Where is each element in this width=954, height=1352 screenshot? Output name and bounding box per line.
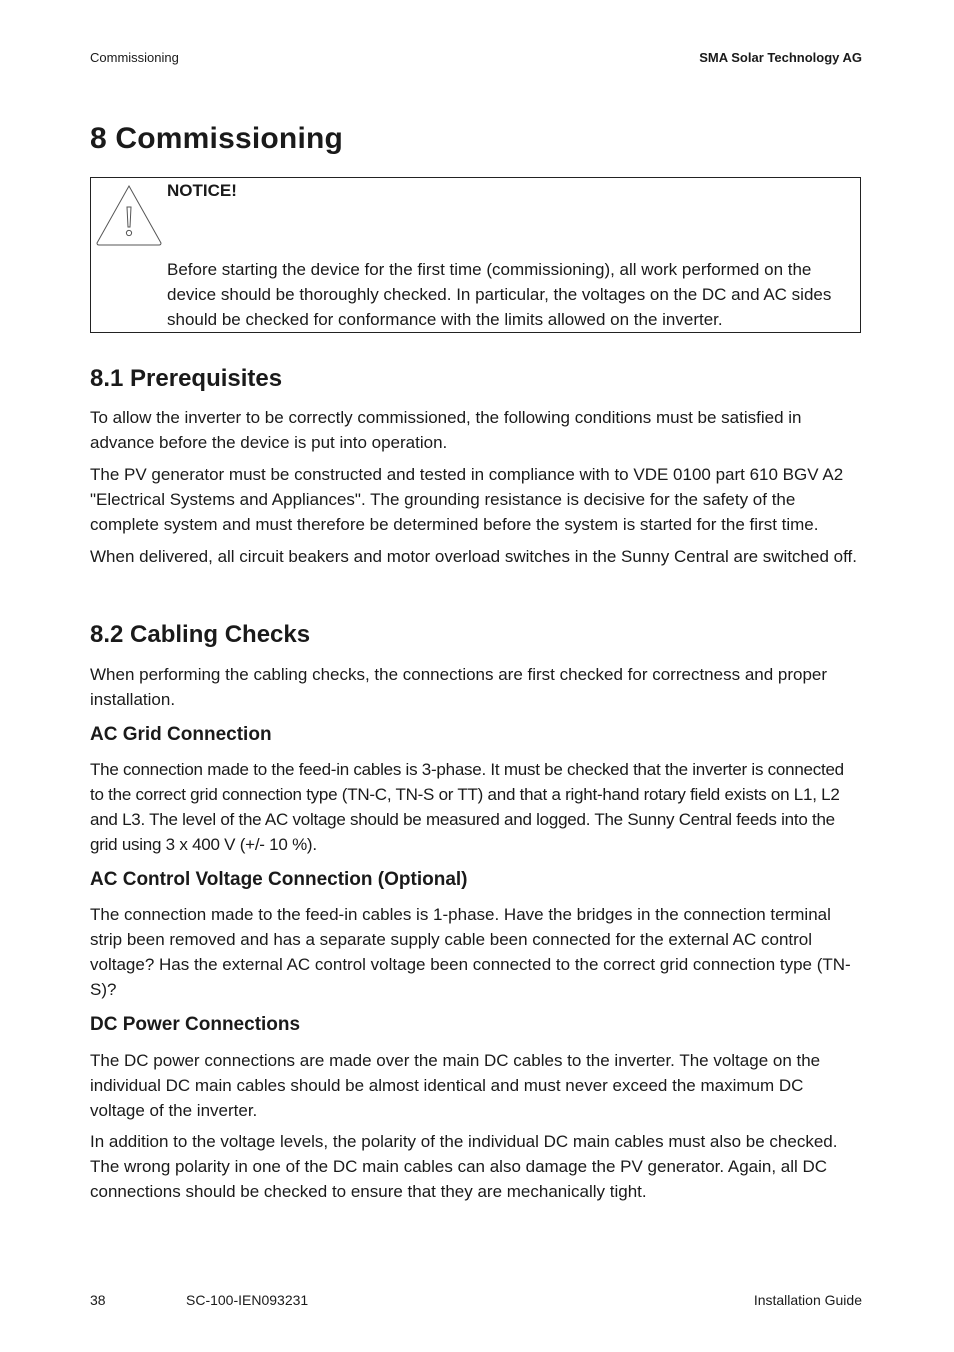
document-id: SC-100-IEN093231 — [186, 1292, 309, 1308]
notice-text: Before starting the device for the first time (commissioning), all work performed on the device should be thoroughly checked. In particular, the voltages on the DC and AC sides should be checked for conformance with the limits allowed on the inverter. — [167, 260, 832, 329]
subheading-ac-grid-connection: AC Grid Connection — [90, 724, 272, 745]
prerequisites-paragraph-2: The PV generator must be constructed and tested in compliance with to VDE 0100 part 610 BGV A2 "Electrical Systems and Appliances". The grounding resistance is decisive for the safety of the complete system and must therefore be determined before the system is started for the first time. — [90, 465, 844, 534]
subheading-dc-power-connections: DC Power Connections — [90, 1014, 301, 1035]
dc-power-paragraph-2: In addition to the voltage levels, the polarity of the individual DC main cables must also be checked. The wrong polarity in one of the DC main cables can also damage the PV generator. Again, all DC connections should be checked to ensure that they are mechanically tight. — [90, 1132, 838, 1201]
ac-grid-paragraph: The connection made to the feed-in cables is 3-phase. It must be checked that the inverter is connected to the correct grid connection type (TN-C, TN-S or TT) and that a right-hand rotary field exists on L1, L2 and L3. The level of the AC voltage should be measured and logged. The Sunny Central feeds into the grid using 3 x 400 V (+/- 10 %). — [90, 760, 844, 854]
running-header-company: SMA Solar Technology AG — [699, 50, 862, 65]
chapter-title: 8 Commissioning — [90, 122, 344, 155]
section-heading-prerequisites: 8.1 Prerequisites — [90, 365, 283, 392]
cabling-intro-paragraph: When performing the cabling checks, the connections are first checked for correctness and proper installation. — [90, 665, 828, 709]
notice-title: NOTICE! — [167, 181, 237, 200]
dc-power-paragraph-1: The DC power connections are made over the main DC cables to the inverter. The voltage on the individual DC main cables should be almost identical and must never exceed the maximum DC voltage of the inverter. — [90, 1051, 821, 1120]
document-type: Installation Guide — [753, 1292, 862, 1308]
subheading-ac-control-voltage: AC Control Voltage Connection (Optional) — [90, 869, 468, 890]
prerequisites-paragraph-1: To allow the inverter to be correctly commissioned, the following conditions must be satisfied in advance before the device is put into operation. — [90, 408, 802, 452]
warning-triangle-icon — [94, 183, 164, 247]
running-header-section: Commissioning — [90, 50, 179, 65]
prerequisites-paragraph-3: When delivered, all circuit beakers and motor overload switches in the Sunny Central are switched off. — [90, 547, 857, 566]
ac-control-paragraph: The connection made to the feed-in cables is 1-phase. Have the bridges in the connection terminal strip been removed and has a separate supply cable been connected for the external AC control voltage? Has the external AC control voltage been connected to the correct grid connection type (TN-S)? — [90, 905, 851, 999]
section-heading-cabling-checks: 8.2 Cabling Checks — [90, 621, 311, 648]
page-number: 38 — [90, 1292, 106, 1308]
